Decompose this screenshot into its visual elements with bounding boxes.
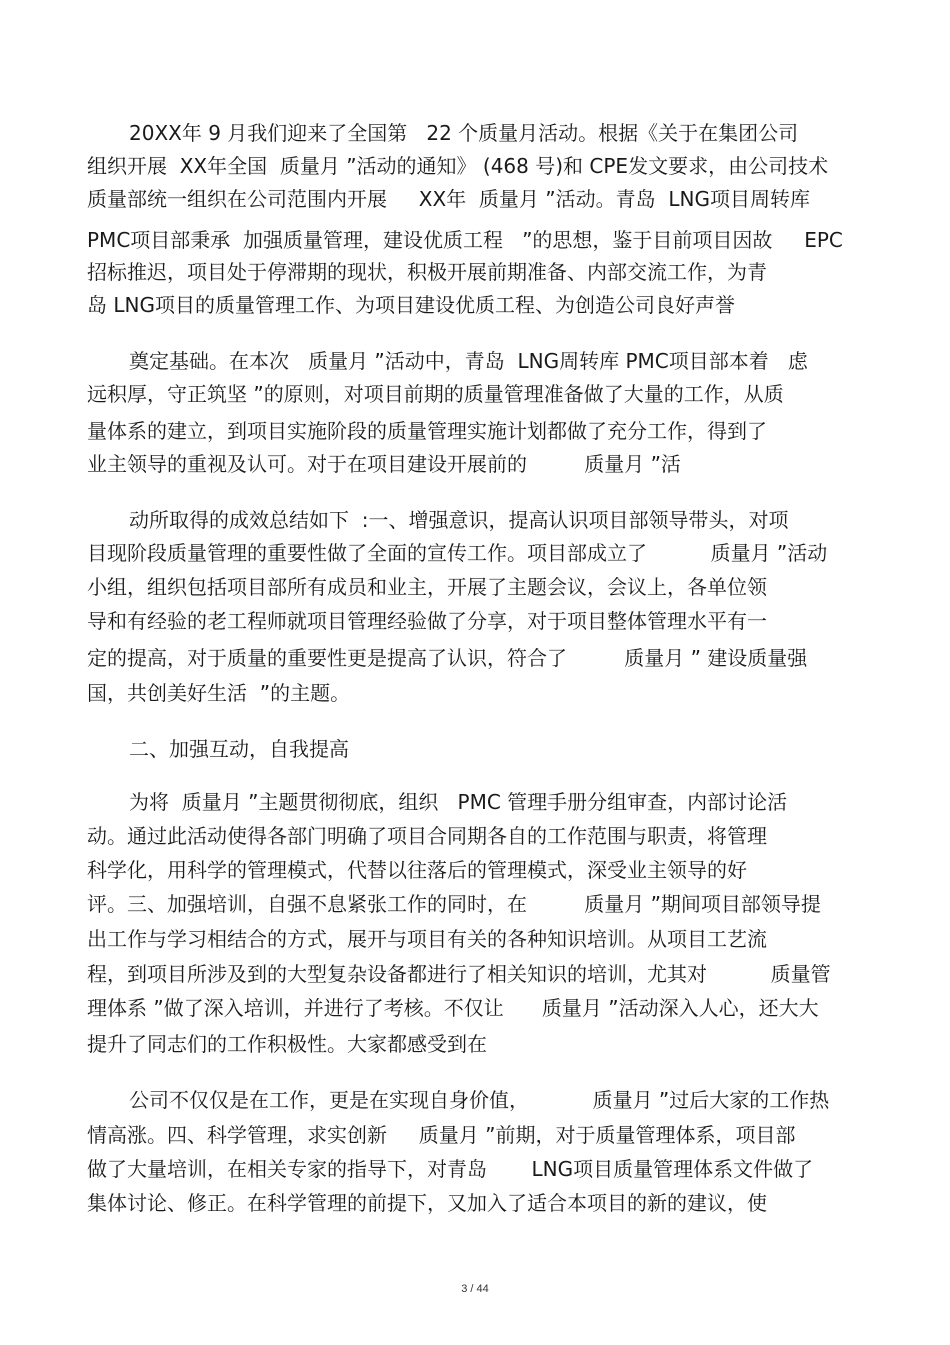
- text-line: 业主领导的重视及认可。对于在项目建设开展前的 质量月 ”活: [87, 452, 681, 476]
- text-line: 定的提高，对于质量的重要性更是提高了认识，符合了 质量月 ” 建设质量强: [87, 646, 808, 670]
- text-line: 招标推迟，项目处于停滞期的现状，积极开展前期准备、内部交流工作，为青: [87, 260, 767, 284]
- text-line: 岛 LNG项目的质量管理工作、为项目建设优质工程、为创造公司良好声誉: [87, 293, 735, 317]
- text-line: 目现阶段质量管理的重要性做了全面的宣传工作。项目部成立了 质量月 ”活动: [87, 541, 828, 565]
- text-line: 小组，组织包括项目部所有成员和业主，开展了主题会议，会议上，各单位领: [87, 575, 767, 599]
- text-line: PMC项目部秉承 加强质量管理，建设优质工程 ”的思想，鉴于目前项目因故 EPC: [87, 228, 843, 252]
- text-line: 做了大量培训，在相关专家的指导下，对青岛 LNG项目质量管理体系文件做了: [87, 1157, 814, 1181]
- text-line: 动。通过此活动使得各部门明确了项目合同期各自的工作范围与职责，将管理: [87, 824, 767, 848]
- text-line: 集体讨论、修正。在科学管理的前提下，又加入了适合本项目的新的建议，使: [87, 1191, 767, 1215]
- text-line: 远积厚，守正筑坚 ”的原则，对项目前期的质量管理准备做了大量的工作，从质: [87, 382, 784, 406]
- text-line: 动所取得的成效总结如下 :一、增强意识，提高认识项目部领导带头，对项: [129, 508, 789, 532]
- text-line: 评。三、加强培训，自强不息紧张工作的同时，在 质量月 ”期间项目部领导提: [87, 892, 821, 916]
- text-line: 20XX年 9 月我们迎来了全国第 22 个质量月活动。根据《关于在集团公司: [129, 121, 799, 145]
- text-line: 国，共创美好生活 ”的主题。: [87, 681, 351, 705]
- page-number: 3 / 44: [461, 1283, 489, 1295]
- text-line: 科学化，用科学的管理模式，代替以往落后的管理模式，深受业主领导的好: [87, 858, 747, 882]
- text-line: 质量部统一组织在公司范围内开展 XX年 质量月 ”活动。青岛 LNG项目周转库: [87, 187, 810, 211]
- text-line: 量体系的建立，到项目实施阶段的质量管理实施计划都做了充分工作，得到了: [87, 419, 767, 443]
- section-heading: 二、加强互动，自我提高: [129, 737, 349, 761]
- text-line: 情高涨。四、科学管理，求实创新 质量月 ”前期，对于质量管理体系，项目部: [87, 1123, 796, 1147]
- text-line: 出工作与学习相结合的方式，展开与项目有关的各种知识培训。从项目工艺流: [87, 927, 767, 951]
- text-line: 组织开展 XX年全国 质量月 ”活动的通知》 (468 号)和 CPE发文要求，由公司技术: [87, 154, 829, 178]
- text-line: 程，到项目所涉及到的大型复杂设备都进行了相关知识的培训，尤其对 质量管: [87, 962, 831, 986]
- text-line: 公司不仅仅是在工作，更是在实现自身价值， 质量月 ”过后大家的工作热: [129, 1088, 830, 1112]
- text-line: 奠定基础。在本次 质量月 ”活动中，青岛 LNG周转库 PMC项目部本着 虑: [129, 349, 808, 373]
- text-line: 导和有经验的老工程师就项目管理经验做了分享，对于项目整体管理水平有一: [87, 609, 767, 633]
- text-line: 理体系 ”做了深入培训，并进行了考核。不仅让 质量月 ”活动深入人心，还大大: [87, 996, 819, 1020]
- text-line: 提升了同志们的工作积极性。大家都感受到在: [87, 1032, 487, 1056]
- text-line: 为将 质量月 ”主题贯彻彻底，组织 PMC 管理手册分组审查，内部讨论活: [129, 790, 788, 814]
